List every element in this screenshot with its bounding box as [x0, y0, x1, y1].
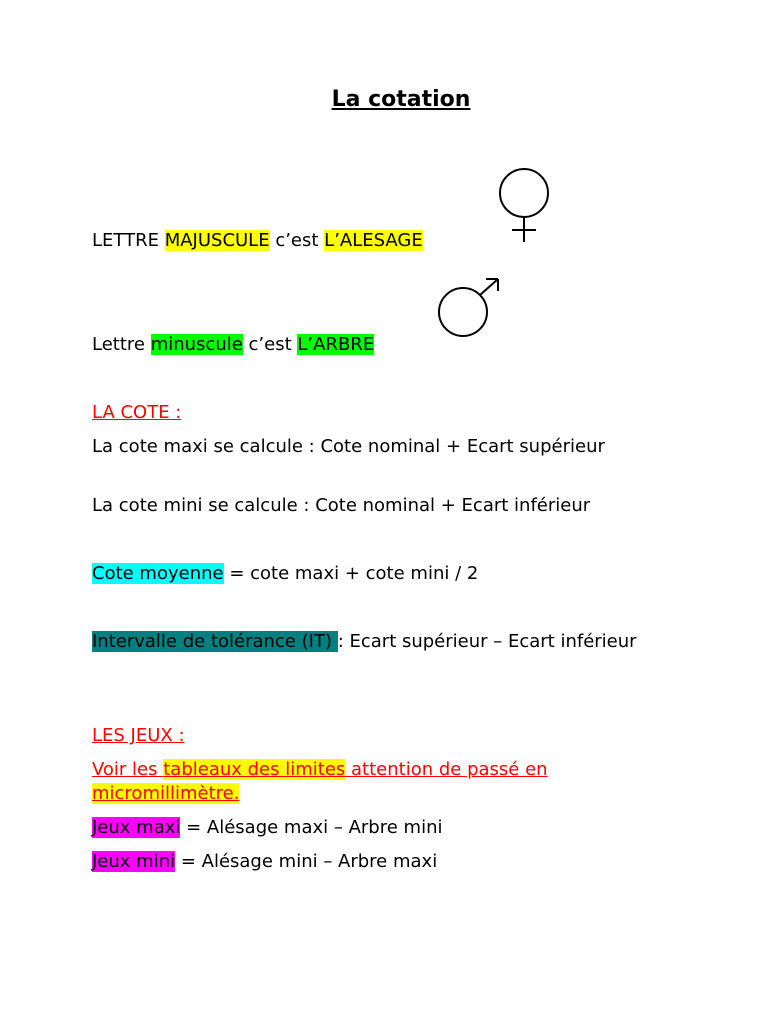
les-jeux-heading: LES JEUX :	[92, 725, 185, 746]
arbre-highlight: L’ARBRE	[297, 334, 375, 355]
voir-text-2: attention de passé en	[345, 759, 548, 780]
jeux-mini-line	[92, 850, 437, 874]
minuscule-line	[92, 333, 374, 357]
jeux-mini-formula: = Alésage mini – Arbre maxi	[175, 851, 438, 872]
jeux-maxi-formula: = Alésage maxi – Arbre mini	[180, 817, 443, 838]
majuscule-highlight: MAJUSCULE	[164, 230, 270, 251]
alesage-highlight: L’ALESAGE	[324, 230, 423, 251]
jeux-maxi-line	[92, 816, 442, 840]
majuscule-text-1: LETTRE	[92, 230, 165, 251]
jeux-mini-highlight: Jeux mini	[92, 851, 176, 872]
female-symbol-icon	[496, 168, 552, 244]
intervalle-formula: : Ecart supérieur – Ecart inférieur	[337, 631, 637, 652]
cote-mini-line: La cote mini se calcule : Cote nominal + Ecart inférieur	[92, 495, 591, 516]
cote-moyenne-formula: = cote maxi + cote mini / 2	[223, 563, 479, 584]
cote-maxi-line: La cote maxi se calcule : Cote nominal + Ecart supérieur	[92, 436, 605, 457]
minuscule-highlight: minuscule	[150, 334, 243, 355]
cote-moyenne-line	[92, 562, 478, 586]
male-symbol-icon	[436, 277, 502, 339]
micromillimetre-highlight: micromillimètre.	[92, 783, 240, 804]
la-cote-heading: LA COTE :	[92, 402, 182, 423]
intervalle-line	[92, 630, 652, 654]
tableaux-highlight: tableaux des limites	[163, 759, 346, 780]
voir-tableaux-line	[92, 758, 652, 806]
minuscule-text-1: Lettre	[92, 334, 151, 355]
intervalle-highlight: Intervalle de tolérance (IT)	[92, 631, 338, 652]
voir-text-1: Voir les	[92, 759, 164, 780]
jeux-maxi-highlight: Jeux maxi	[92, 817, 181, 838]
cote-moyenne-highlight: Cote moyenne	[92, 563, 224, 584]
minuscule-text-2: c’est	[242, 334, 298, 355]
page-title: La cotation	[331, 87, 471, 112]
majuscule-line	[92, 229, 423, 253]
majuscule-text-2: c’est	[269, 230, 325, 251]
